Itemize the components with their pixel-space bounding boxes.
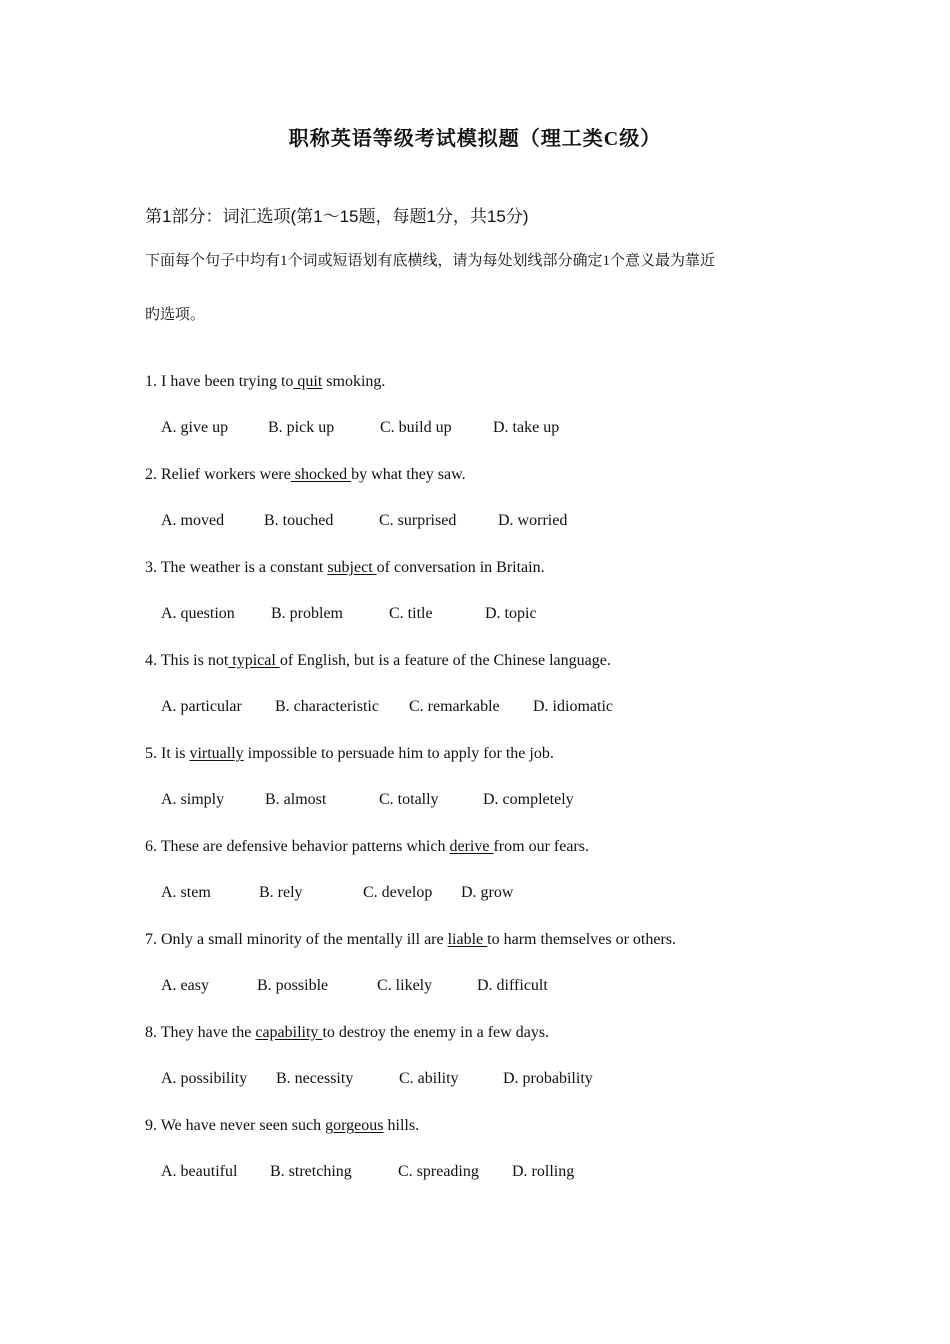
option-c: C. develop [363,884,433,901]
question-text: 2. Relief workers were [145,466,291,483]
question-5 [145,745,554,763]
option-d: D. difficult [477,977,548,994]
option-c: C. remarkable [409,698,500,715]
question-text: of English, but is a feature of the Chinese language. [279,652,611,669]
question-text: 8. They have the [145,1024,256,1041]
question-2 [145,466,466,484]
question-9 [145,1117,419,1135]
question-text: of conversation in Britain. [376,559,545,576]
option-c: C. likely [377,977,433,994]
underlined-word: typical [228,652,280,669]
option-b: B. problem [271,605,343,622]
underlined-word: subject [327,559,377,576]
underlined-word: derive [449,838,494,855]
option-d: D. take up [493,419,560,436]
option-c: C. surprised [379,512,457,529]
underlined-word: liable [447,931,488,948]
option-d: D. idiomatic [533,698,613,715]
option-a: A. beautiful [161,1163,238,1180]
option-c: C. totally [379,791,439,808]
question-6 [145,838,589,856]
option-a: A. question [161,605,235,622]
option-b: B. possible [257,977,329,994]
option-d: D. rolling [512,1163,575,1180]
question-text: 6. These are defensive behavior patterns which [145,838,450,855]
option-c: C. title [389,605,433,622]
option-b: B. stretching [270,1163,352,1180]
question-text: hills. [383,1117,420,1134]
underlined-word: capability [255,1024,323,1041]
option-d: D. topic [485,605,537,622]
section-heading: 第1部分：词汇选项(第1～15题，每题1分，共15分) [145,207,529,226]
option-b: B. touched [264,512,334,529]
page-title: 职称英语等级考试模拟题（理工类C级） [288,128,662,150]
option-b: B. pick up [268,419,335,436]
option-a: A. moved [161,512,225,529]
option-b: B. rely [259,884,303,901]
option-b: B. characteristic [275,698,379,715]
question-text: 1. I have been trying to [145,373,294,390]
option-d: D. grow [461,884,514,901]
option-a: A. give up [161,419,229,436]
option-a: A. stem [161,884,211,901]
option-a: A. particular [161,698,242,715]
question-text: smoking. [322,373,386,390]
question-1 [145,373,385,391]
question-4 [145,652,611,670]
option-c: C. build up [380,419,452,436]
question-text: 4. This is not [145,652,229,669]
question-text: 9. We have never seen such [145,1117,326,1134]
question-7 [145,931,676,949]
instruction-line-2: 旳选项。 [145,307,206,323]
option-d: D. worried [498,512,568,529]
question-text: 5. It is [145,745,190,762]
question-text: impossible to persuade him to apply for the job. [243,745,554,762]
option-c: C. ability [399,1070,459,1087]
option-b: B. necessity [276,1070,354,1087]
underlined-word: shocked [290,466,352,483]
question-text: to harm themselves or others. [487,931,676,948]
question-text: from our fears. [493,838,589,855]
question-text: 3. The weather is a constant [145,559,328,576]
option-c: C. spreading [398,1163,479,1180]
instruction-line-1: 下面每个句子中均有1个词或短语划有底横线，请为每处划线部分确定1个意义最为靠近 [145,253,716,269]
option-b: B. almost [265,791,327,808]
question-text: 7. Only a small minority of the mentally ill are [145,931,448,948]
question-8 [145,1024,549,1042]
option-a: A. simply [161,791,225,808]
question-text: by what they saw. [351,466,466,483]
option-a: A. possibility [161,1070,248,1087]
option-d: D. completely [483,791,574,808]
question-3 [145,559,545,577]
underlined-word: gorgeous [325,1117,384,1134]
option-d: D. probability [503,1070,593,1087]
underlined-word: virtually [189,745,244,762]
option-a: A. easy [161,977,209,994]
question-text: to destroy the enemy in a few days. [322,1024,550,1041]
underlined-word: quit [293,373,323,390]
